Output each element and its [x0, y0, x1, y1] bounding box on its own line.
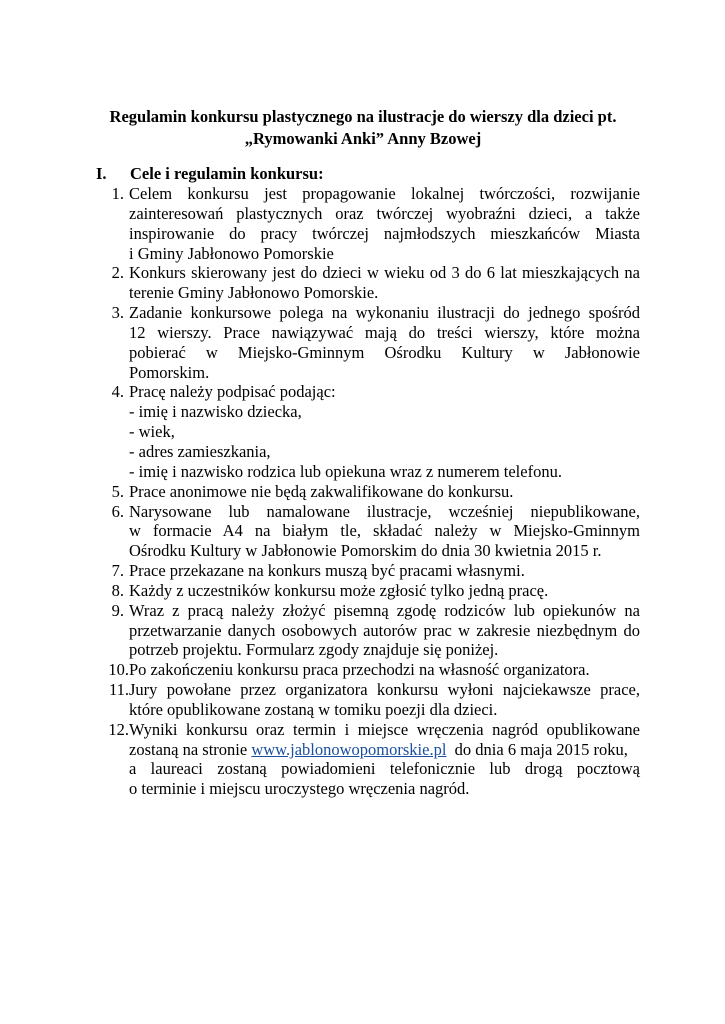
- list-item: [100, 680, 640, 720]
- item-text-line: Narysowane lub namalowane ilustracje, wcześniej niepublikowane,: [129, 501, 640, 521]
- item-text-line: Jury powołane przez organizatora konkursu wyłoni najciekawsze prace,: [129, 680, 640, 700]
- item-text-line: - imię i nazwisko dziecka,: [129, 402, 302, 422]
- item-text-line: w formacie A4 na białym tle, składać należy w Miejsko-Gminnym: [129, 521, 640, 541]
- item-number: 11.: [108, 680, 129, 700]
- item-text-line: potrzeb projektu. Formularz zgody znajduje się poniżej.: [129, 640, 499, 660]
- item-text-line: pobierać w Miejsko-Gminnym Ośrodku Kultury w Jabłonowie: [129, 342, 640, 362]
- item-number: 10.: [108, 660, 129, 680]
- item-text-line: [129, 740, 640, 760]
- item-number: 1.: [111, 184, 124, 203]
- item-text-line: Prace przekazane na konkurs muszą być pracami własnymi.: [129, 561, 525, 581]
- item-number: 8.: [111, 580, 124, 600]
- item-text-line: terenie Gminy Jabłonowo Pomorskie.: [129, 283, 379, 303]
- rules-list: [100, 184, 640, 799]
- item-number: 2.: [111, 263, 124, 283]
- item-text-line: a laureaci zostaną powiadomieni telefonicznie lub drogą pocztową: [129, 759, 640, 779]
- item-number: 5.: [111, 481, 124, 501]
- item-text-line: które opublikowane zostaną w tomiku poezji dla dzieci.: [129, 699, 498, 719]
- item-text-line: Wyniki konkursu oraz termin i miejsce wręczenia nagród opublikowane: [129, 719, 640, 739]
- item-text-line: zainteresowań plastycznych oraz twórczej wyobraźni dzieci, a także: [129, 203, 640, 223]
- item-text-line: Celem konkursu jest propagowanie lokalnej twórczości, rozwijanie: [129, 184, 640, 203]
- document-title-line-2: „Rymowanki Anki” Anny Bzowej: [244, 129, 482, 148]
- item-number: 12.: [108, 719, 129, 739]
- list-item: [100, 601, 640, 661]
- list-item: [100, 561, 640, 581]
- item-text-line: Wraz z pracą należy złożyć pisemną zgodę rodziców lub opiekunów na: [129, 600, 640, 620]
- item-text-line: Pomorskim.: [129, 362, 210, 382]
- item-text-line: Każdy z uczestników konkursu może zgłosić tylko jedną pracę.: [129, 580, 549, 600]
- item-number: 9.: [111, 600, 124, 620]
- item-text-line: Prace anonimowe nie będą zakwalifikowane do konkursu.: [129, 481, 514, 501]
- list-item: [100, 581, 640, 601]
- item-text-fragment: zostaną na stronie: [129, 739, 252, 759]
- section-title: Cele i regulamin konkursu:: [130, 164, 324, 183]
- section-number: I.: [96, 164, 107, 183]
- item-text-line: Po zakończeniu konkursu praca przechodzi na własność organizatora.: [129, 660, 590, 680]
- item-text-line: - adres zamieszkania,: [129, 441, 271, 461]
- item-text-line: przetwarzanie danych osobowych autorów prac w zakresie niezbędnym do: [129, 620, 640, 640]
- item-text-line: o terminie i miejscu uroczystego wręczenia nagród.: [129, 779, 470, 799]
- item-text-line: inspirowanie do pracy twórczej najmłodszych mieszkańców Miasta: [129, 223, 640, 243]
- list-item: [100, 263, 640, 303]
- list-item: [100, 482, 640, 502]
- item-text-line: - wiek,: [129, 422, 175, 442]
- item-text-line: i Gminy Jabłonowo Pomorskie: [129, 243, 334, 263]
- document-title-line-1: Regulamin konkursu plastycznego na ilustracje do wierszy dla dzieci pt.: [109, 107, 617, 126]
- list-item: [100, 184, 640, 263]
- list-item: [100, 660, 640, 680]
- item-number: 3.: [111, 303, 124, 323]
- section-heading: [96, 164, 324, 184]
- list-item: [100, 382, 640, 481]
- item-text-fragment: do dnia 6 maja 2015 roku,: [446, 739, 628, 759]
- list-item: [100, 502, 640, 562]
- list-item: [100, 303, 640, 382]
- list-item: [100, 720, 640, 799]
- item-number: 4.: [111, 382, 124, 402]
- item-text-line: 12 wierszy. Prace nawiązywać mają do treści wierszy, które można: [129, 322, 640, 342]
- item-number: 7.: [111, 561, 124, 581]
- item-text-line: - imię i nazwisko rodzica lub opiekuna wraz z numerem telefonu.: [129, 461, 562, 481]
- item-text-line: Konkurs skierowany jest do dzieci w wieku od 3 do 6 lat mieszkających na: [129, 263, 640, 283]
- website-link[interactable]: www.jablonowopomorskie.pl: [251, 739, 447, 759]
- item-number: 6.: [111, 501, 124, 521]
- item-text-line: Ośrodku Kultury w Jabłonowie Pomorskim do dnia 30 kwietnia 2015 r.: [129, 541, 602, 561]
- item-text-line: Pracę należy podpisać podając:: [129, 382, 336, 402]
- item-text-line: Zadanie konkursowe polega na wykonaniu ilustracji do jednego spośród: [129, 303, 640, 323]
